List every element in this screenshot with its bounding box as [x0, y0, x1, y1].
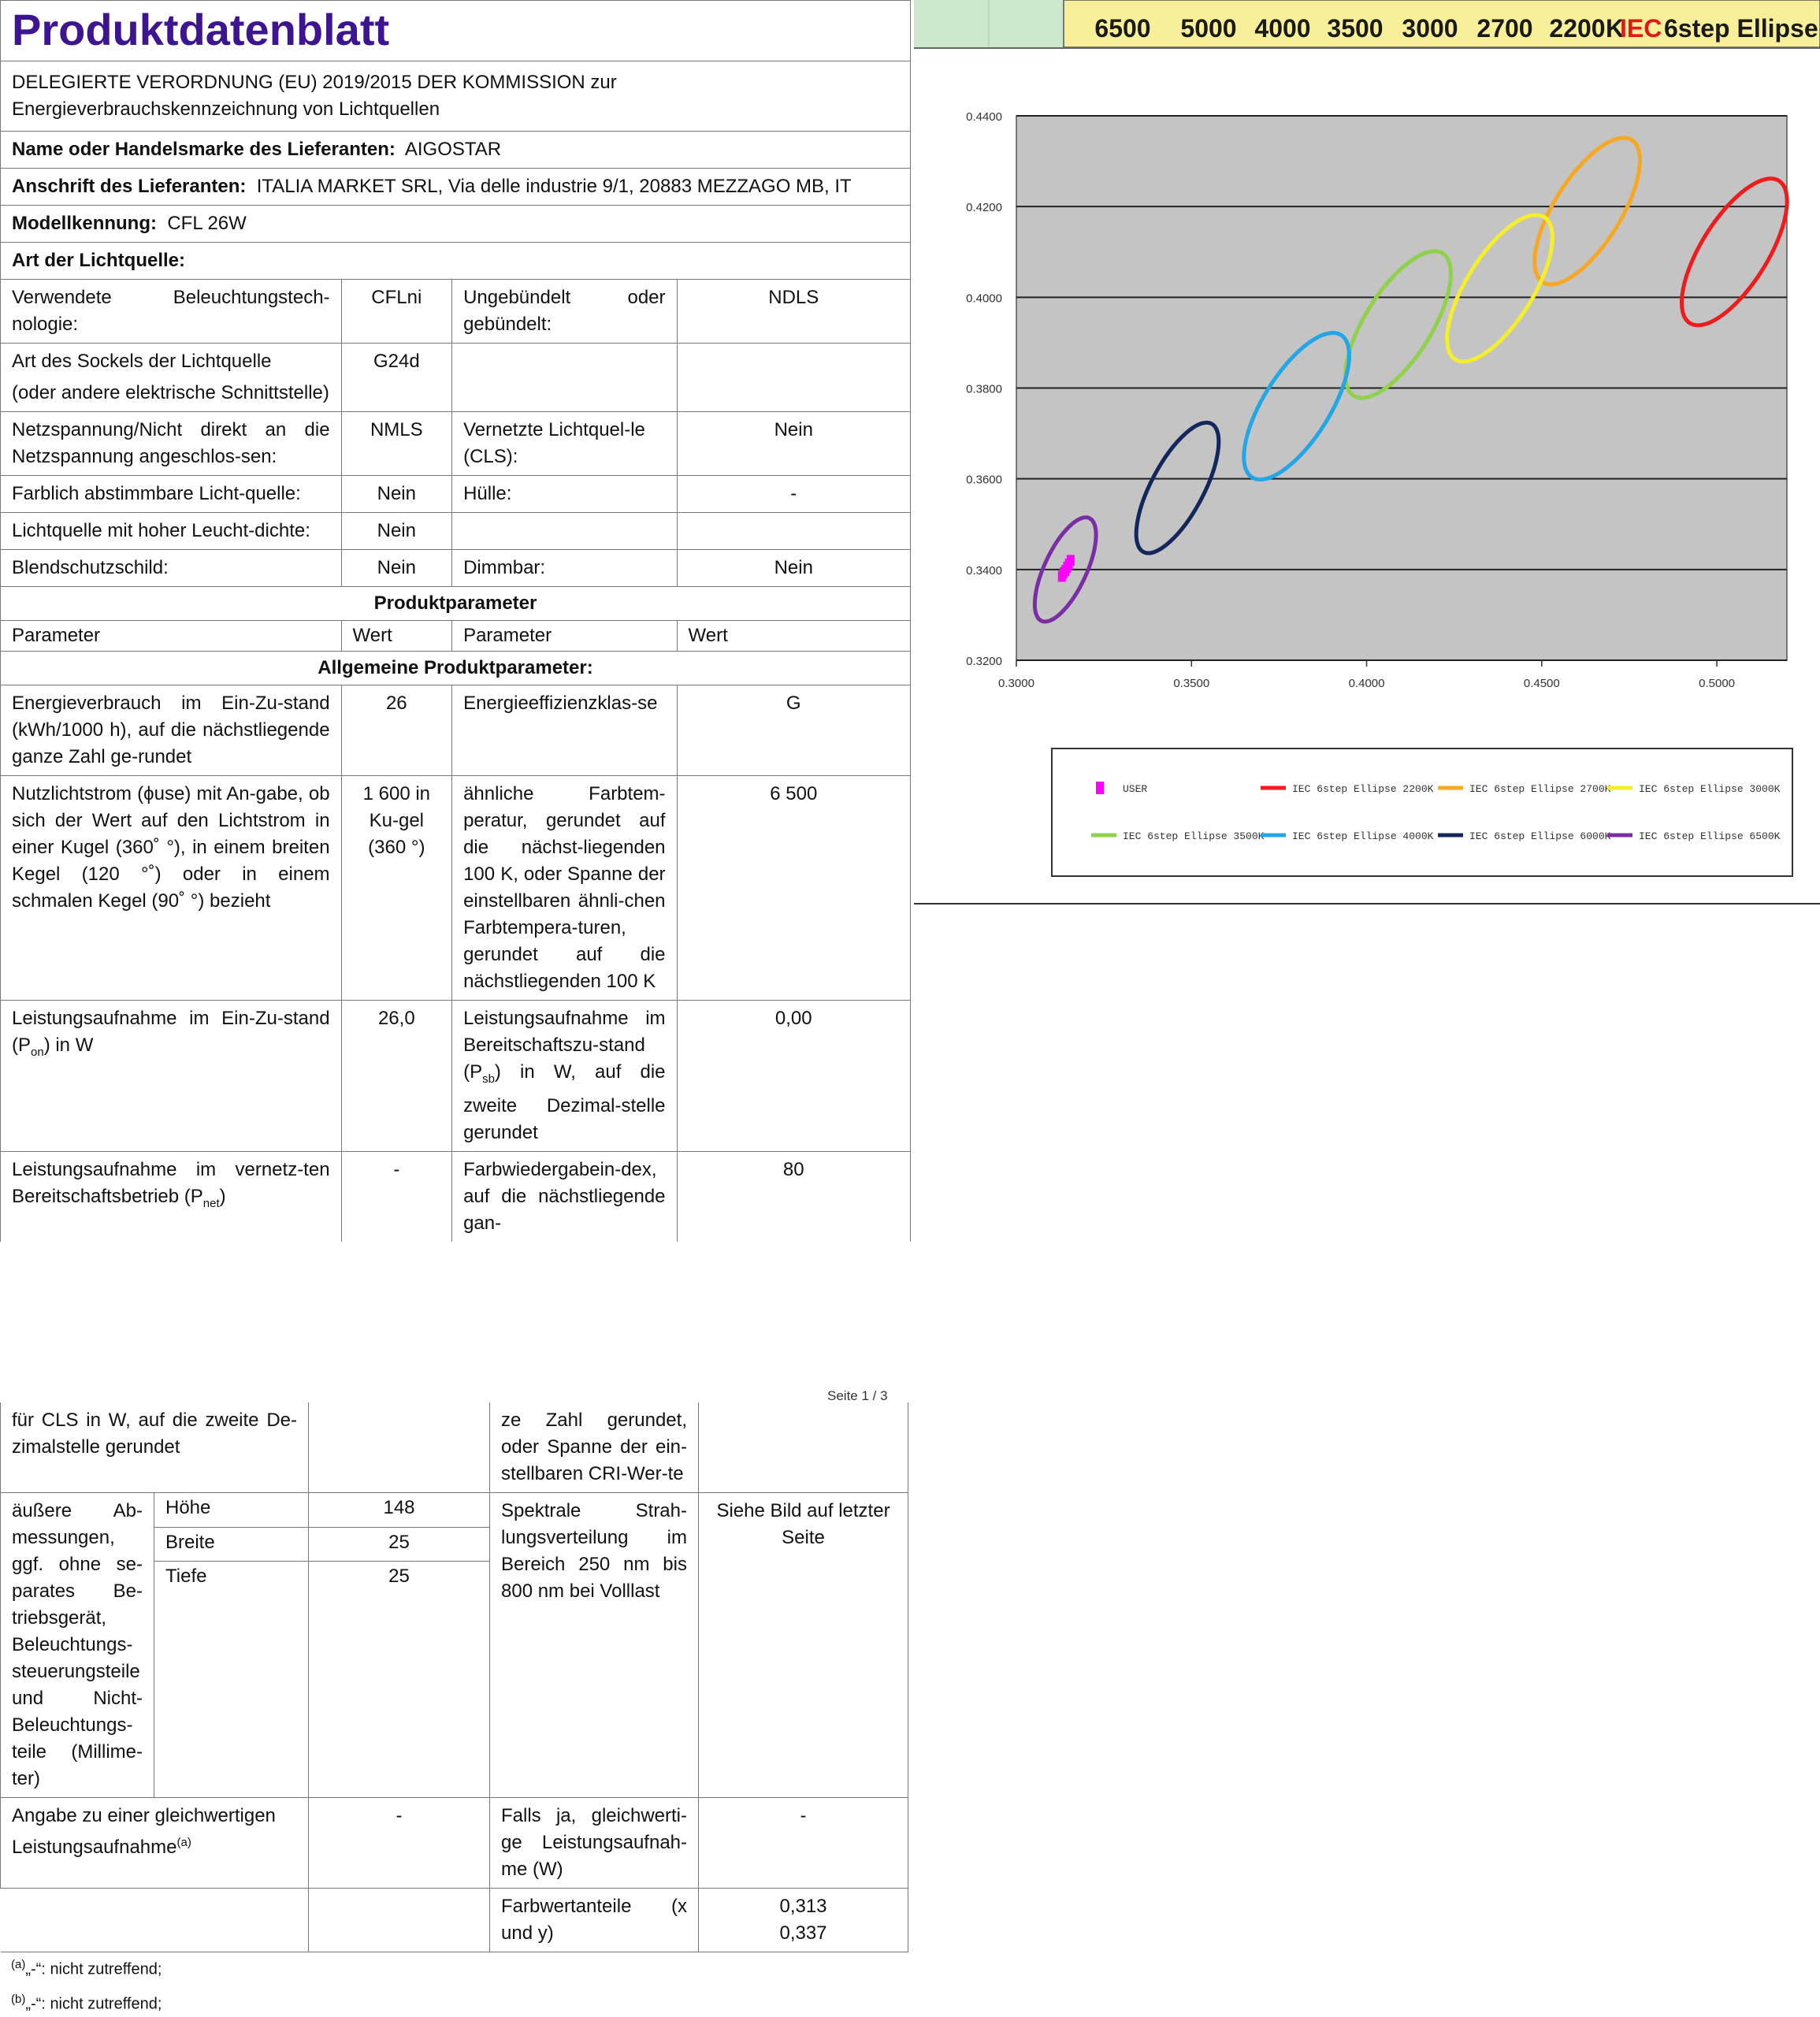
dimmable-label: Dimmbar: — [452, 550, 677, 587]
equivalent-power-label — [1, 1798, 309, 1889]
header-cct-label: 2200 — [1549, 14, 1606, 43]
datasheet-page-2 — [0, 1402, 908, 2013]
legend-label: IEC 6step Ellipse 2700K — [1469, 783, 1611, 795]
tech-label: Verwendete Beleuchtungstech-nologie: — [1, 280, 342, 344]
header-k-label: K — [1606, 14, 1625, 43]
table-row — [1, 1151, 911, 1242]
networked-standby-label-a: Leistungsaufnahme im vernetz-ten Bereitschaftsbetrieb (P — [12, 1158, 330, 1207]
header-ellipse-label: 6step Ellipse — [1664, 14, 1818, 43]
networked-standby-label-cont: für CLS in W, auf die zweite De-zimalstelle gerundet — [1, 1402, 309, 1493]
col-header-value: Wert — [341, 621, 452, 652]
networked-standby-label — [1, 1151, 342, 1242]
legend-box — [1052, 748, 1792, 876]
legend-label: IEC 6step Ellipse 4000K — [1292, 830, 1434, 842]
table-row — [1, 550, 911, 587]
col-header-parameter-2: Parameter — [452, 621, 677, 652]
datasheet-table — [0, 0, 911, 1242]
product-parameters-heading: Produktparameter — [1, 587, 911, 621]
standby-power-label-b: ) in W, auf die zweite Dezimal-stelle gerundet — [463, 1061, 666, 1143]
chromaticity-y: 0,337 — [779, 1922, 827, 1944]
legend-label: IEC 6step Ellipse 3000K — [1639, 783, 1781, 795]
header-cct-label: 3500 — [1327, 14, 1384, 43]
y-tick-label: 0.4400 — [966, 110, 1002, 124]
y-tick-label: 0.3600 — [966, 473, 1002, 487]
on-power-label — [1, 1001, 342, 1152]
col-header-parameter: Parameter — [1, 621, 342, 652]
address-value: ITALIA MARKET SRL, Via delle industrie 9/1, 20883 MEZZAGO MB, IT — [256, 176, 852, 197]
standby-power-label-a: Leistungsaufnahme im Bereitschaftszu-stand (P — [463, 1008, 666, 1083]
footnote-b-text: „-“: nicht zutreffend; — [25, 1995, 162, 2013]
luminous-flux-label: Nutzlichtstrom (ϕuse) mit An-gabe, ob sich der Wert auf den Lichtstrom in einer Kugel (360˚ °), in einem breiten Kegel (120 °˚) oder in einem schmalen Kegel (90˚ °) bezieht — [1, 776, 342, 1001]
efficiency-class-label: Energieeffizienzklas-se — [452, 685, 677, 776]
if-yes-label: Falls ja, gleichwerti-ge Leistungsaufnah-me (W) — [490, 1798, 699, 1889]
width-label: Breite — [154, 1527, 309, 1562]
user-point — [1067, 555, 1075, 566]
cap-label-a: Art des Sockels der Lichtquelle — [12, 351, 272, 372]
glare-value: Nein — [341, 550, 452, 587]
table-row — [1, 476, 911, 513]
table-row — [1, 1402, 908, 1493]
on-power-sub: on — [31, 1045, 44, 1059]
networked-standby-value: - — [341, 1151, 452, 1242]
depth-label: Tiefe — [154, 1562, 309, 1798]
table-row — [1, 1001, 911, 1152]
header-iec-label: IEC — [1620, 14, 1662, 43]
standby-power-value: 0,00 — [677, 1001, 910, 1152]
header-cct-label: 6500 — [1094, 14, 1151, 43]
high-luminance-label: Lichtquelle mit hoher Leucht-dichte: — [1, 513, 342, 550]
standby-power-label — [452, 1001, 677, 1152]
header-cct-label: 3000 — [1402, 14, 1458, 43]
x-tick-label: 0.4000 — [1348, 677, 1385, 690]
header-cct-label: 2700 — [1476, 14, 1533, 43]
empty-cell — [1, 1889, 309, 1952]
chromaticity-label: Farbwertanteile (x und y) — [490, 1889, 699, 1952]
legend-swatch — [1096, 782, 1104, 794]
standby-power-sub: sb — [482, 1072, 495, 1086]
cri-label: Farbwiedergabein-dex, auf die nächstliegende gan- — [452, 1151, 677, 1242]
table-row — [1, 344, 911, 412]
footnote-b-mark: (b) — [11, 1992, 26, 2006]
efficiency-class-value: G — [677, 685, 910, 776]
chromaticity-x: 0,313 — [779, 1896, 827, 1917]
type-heading: Art der Lichtquelle: — [1, 243, 911, 280]
model-row — [1, 206, 911, 243]
energy-consumption-label: Energieverbrauch im Ein-Zu-stand (kWh/1000 h), auf die nächstliegende ganze Zahl ge-rundet — [1, 685, 342, 776]
empty-cell — [699, 1402, 908, 1493]
header-cct-label: 5000 — [1180, 14, 1237, 43]
supplier-label: Name oder Handelsmarke des Lieferanten: — [12, 139, 396, 160]
empty-cell — [677, 344, 910, 412]
address-label: Anschrift des Lieferanten: — [12, 176, 247, 197]
y-tick-label: 0.3800 — [966, 382, 1002, 396]
regulation-text: DELEGIERTE VERORDNUNG (EU) 2019/2015 DER KOMMISSION zur Energieverbrauchskennzeichnung von Lichtquellen — [1, 61, 911, 132]
cap-label-b: (oder andere elektrische Schnittstelle) — [12, 382, 329, 403]
page-number: Seite 1 / 3 — [827, 1388, 888, 1403]
tech-value: CFLni — [341, 280, 452, 344]
x-tick-label: 0.3500 — [1173, 677, 1210, 690]
datasheet-page-1 — [0, 0, 911, 1242]
legend-label: IEC 6step Ellipse 2200K — [1292, 783, 1434, 795]
empty-cell — [309, 1889, 490, 1952]
chromaticity-chart — [914, 0, 1820, 906]
table-row — [1, 412, 911, 476]
y-tick-labels — [966, 110, 1002, 668]
table-row — [1, 1798, 908, 1889]
model-value: CFL 26W — [167, 213, 247, 234]
y-tick-label: 0.4200 — [966, 201, 1002, 215]
tunable-label: Farblich abstimmbare Licht-quelle: — [1, 476, 342, 513]
table-row — [1, 1493, 908, 1528]
cap-label — [1, 344, 342, 412]
y-tick-label: 0.3400 — [966, 563, 1002, 578]
directional-label: Ungebündelt oder gebündelt: — [452, 280, 677, 344]
empty-cell — [452, 513, 677, 550]
if-yes-value: - — [699, 1798, 908, 1889]
general-parameters-heading: Allgemeine Produktparameter: — [1, 652, 911, 685]
y-tick-label: 0.3200 — [966, 655, 1002, 668]
y-tick-label: 0.4000 — [966, 292, 1002, 306]
cls-value: Nein — [677, 412, 910, 476]
header-cct-list — [1094, 14, 1818, 43]
cap-value: G24d — [341, 344, 452, 412]
dimensions-label: äußere Ab-messungen, ggf. ohne se-parates Be-triebsgerät, Beleuchtungs-steuerungsteile und Nicht-Beleuchtungs-teile (Millime-ter) — [1, 1493, 154, 1798]
supplier-row — [1, 132, 911, 169]
table-row — [1, 776, 911, 1001]
equivalent-power-value: - — [309, 1798, 490, 1889]
on-power-label-a: Leistungsaufnahme im Ein-Zu-stand (P — [12, 1008, 330, 1056]
cri-value: 80 — [677, 1151, 910, 1242]
table-row — [1, 513, 911, 550]
on-power-label-b: ) in W — [43, 1035, 94, 1056]
height-value: 148 — [309, 1493, 490, 1528]
luminous-flux-value: 1 600 in Ku-gel (360 °) — [341, 776, 452, 1001]
networked-standby-label-b: ) — [219, 1185, 226, 1207]
empty-cell — [677, 513, 910, 550]
x-tick-labels — [998, 660, 1735, 690]
mains-value: NMLS — [341, 412, 452, 476]
cct-label: ähnliche Farbtem-peratur, gerundet auf die nächst-liegenden 100 K, oder Spanne der einstellbaren ähnli-chen Farbtempera-turen, gerundet auf die nächstliegenden 100 K — [452, 776, 677, 1001]
chart-svg — [914, 0, 1820, 906]
col-header-value-2: Wert — [677, 621, 910, 652]
cct-value: 6 500 — [677, 776, 910, 1001]
high-luminance-value: Nein — [341, 513, 452, 550]
legend-label: USER — [1123, 783, 1148, 795]
width-value: 25 — [309, 1527, 490, 1562]
chromaticity-value — [699, 1889, 908, 1952]
height-label: Höhe — [154, 1493, 309, 1528]
directional-value: NDLS — [677, 280, 910, 344]
networked-standby-sub: net — [202, 1196, 220, 1210]
model-label: Modellkennung: — [12, 213, 157, 234]
tunable-value: Nein — [341, 476, 452, 513]
footnote-b — [0, 1990, 908, 2014]
spectral-value: Siehe Bild auf letzter Seite — [699, 1493, 908, 1798]
legend-label: IEC 6step Ellipse 6500K — [1639, 830, 1781, 842]
energy-consumption-value: 26 — [341, 685, 452, 776]
page-title: Produktdatenblatt — [1, 1, 911, 61]
mains-label: Netzspannung/Nicht direkt an die Netzspannung angeschlos-sen: — [1, 412, 342, 476]
address-row — [1, 169, 911, 206]
empty-cell — [309, 1402, 490, 1493]
datasheet-table-continued — [0, 1402, 908, 1952]
x-tick-label: 0.3000 — [998, 677, 1034, 690]
empty-cell — [452, 344, 677, 412]
footnote-a-mark: (a) — [11, 1958, 26, 1971]
table-row — [1, 280, 911, 344]
equivalent-power-text: Angabe zu einer gleichwertigen Leistungsaufnahme — [12, 1805, 276, 1858]
legend-label: IEC 6step Ellipse 3500K — [1123, 830, 1265, 842]
x-tick-label: 0.5000 — [1699, 677, 1736, 690]
cls-label: Vernetzte Lichtquel-le (CLS): — [452, 412, 677, 476]
user-point — [1058, 570, 1066, 581]
spectral-label: Spektrale Strah-lungsverteilung im Bereich 250 nm bis 800 nm bei Volllast — [490, 1493, 699, 1798]
table-row — [1, 685, 911, 776]
footnote-a-text: „-“: nicht zutreffend; — [25, 1960, 162, 1978]
on-power-value: 26,0 — [341, 1001, 452, 1152]
table-header-row — [1, 621, 911, 652]
glare-label: Blendschutzschild: — [1, 550, 342, 587]
envelope-value: - — [677, 476, 910, 513]
depth-value: 25 — [309, 1562, 490, 1798]
x-tick-label: 0.4500 — [1523, 677, 1560, 690]
supplier-value: AIGOSTAR — [404, 139, 502, 160]
header-cct-label: 4000 — [1254, 14, 1311, 43]
footnote-a — [0, 1956, 908, 1979]
footnote-ref-a: (a) — [176, 1836, 191, 1849]
legend-label: IEC 6step Ellipse 6000K — [1469, 830, 1611, 842]
cri-label-cont: ze Zahl gerundet, oder Spanne der ein-stellbaren CRI-Wer-te — [490, 1402, 699, 1493]
table-row — [1, 1889, 908, 1952]
dimmable-value: Nein — [677, 550, 910, 587]
envelope-label: Hülle: — [452, 476, 677, 513]
